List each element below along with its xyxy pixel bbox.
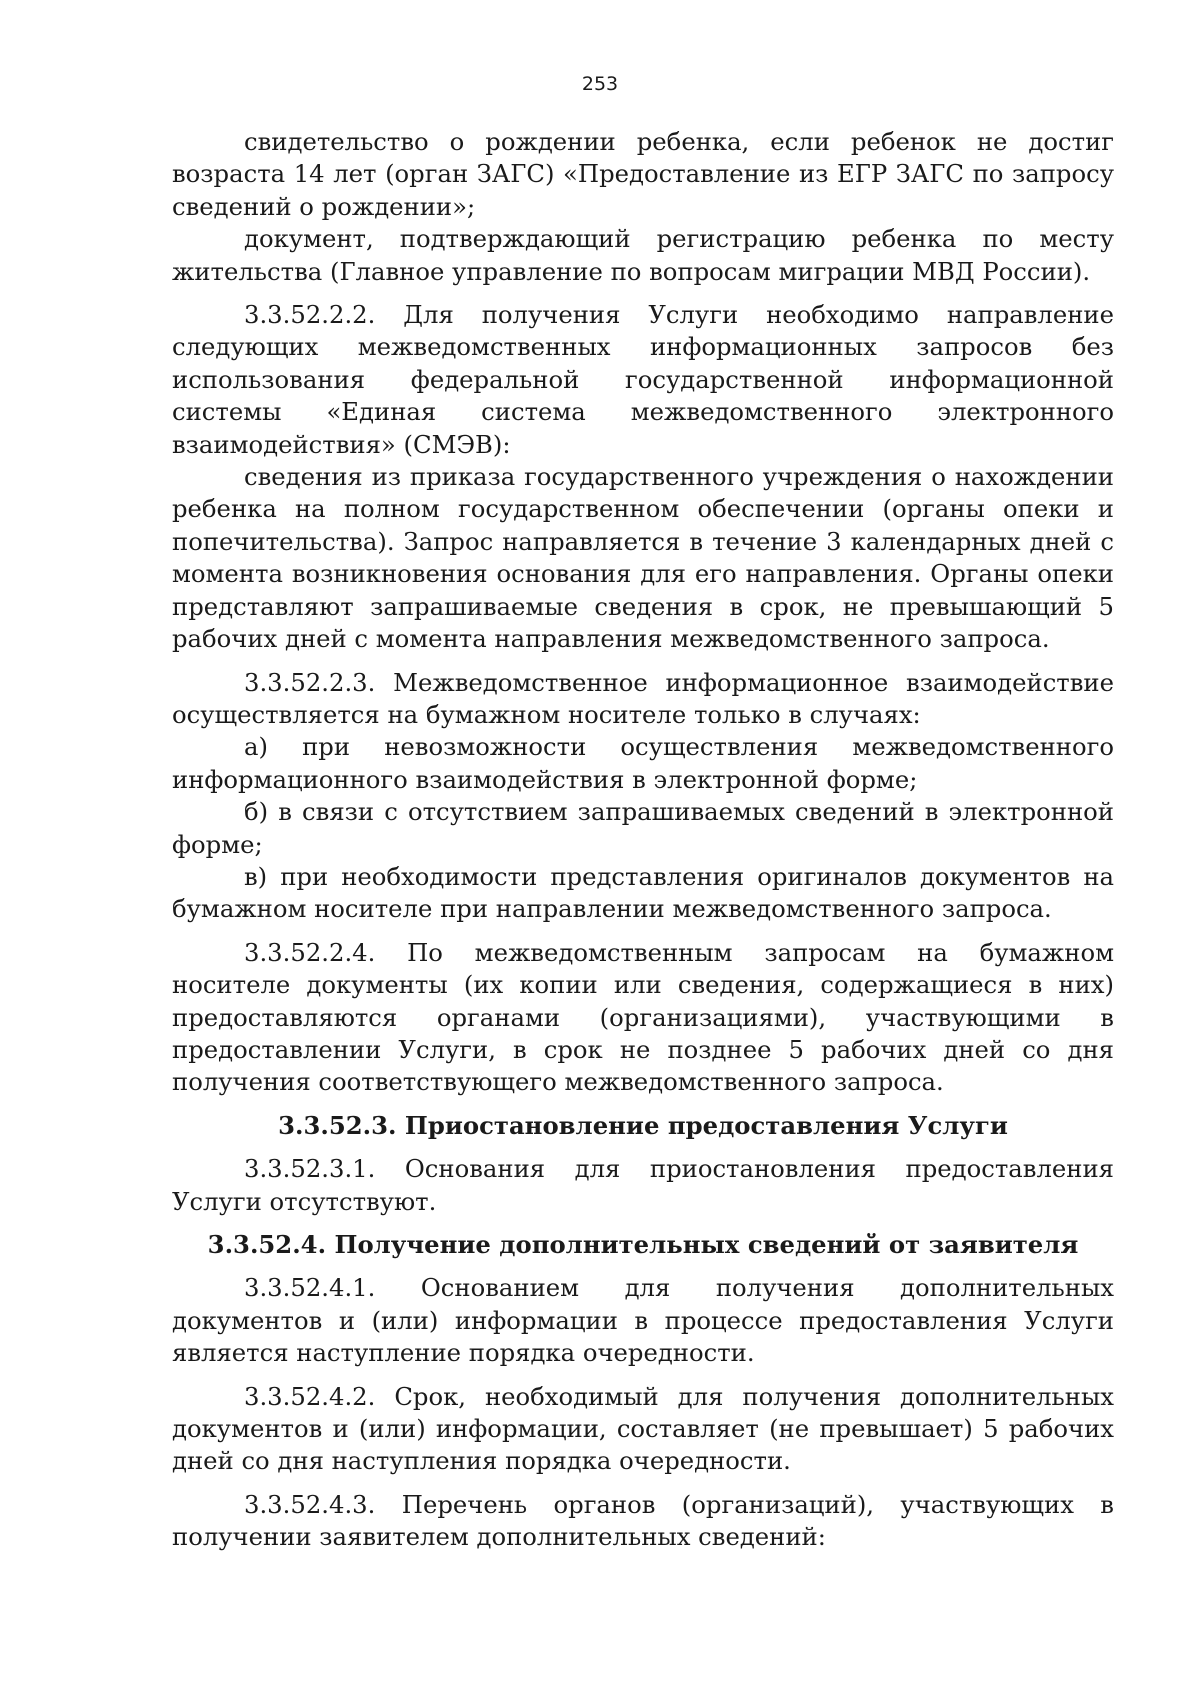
document-body bbox=[172, 126, 1114, 1554]
paragraph-birth-certificate: свидетельство о рождении ребенка, если ребенок не достиг возраста 14 лет (орган ЗАГС) «Предоставление из ЕГР ЗАГС по запросу сведений о рождении»; bbox=[172, 127, 1114, 221]
paragraph-3-3-52-4-2: 3.3.52.4.2. Срок, необходимый для получения дополнительных документов и (или) информации, составляет (не превышает) 5 рабочих дней со дня наступления порядка очередности. bbox=[172, 1381, 1114, 1476]
section-heading-suspension: 3.3.52.3. Приостановление предоставления Услуги bbox=[278, 1110, 1008, 1140]
paragraph-3-3-52-2-4: 3.3.52.2.4. По межведомственным запросам на бумажном носителе документы (их копии или сведения, содержащиеся в них) предоставляются органами (организациями), участвующими в предоставлении Услуги, в срок не позднее 5 рабочих дней со дня получения соответствующего межведомственного запроса. bbox=[172, 937, 1114, 1097]
paragraph-3-3-52-2-3: 3.3.52.2.3. Межведомственное информационное взаимодействие осуществляется на бумажном носителе только в случаях: bbox=[172, 667, 1114, 729]
list-item-a: а) при невозможности осуществления межведомственного информационного взаимодействия в электронной форме; bbox=[172, 732, 1114, 794]
paragraph-3-3-52-4-3: 3.3.52.4.3. Перечень органов (организаций), участвующих в получении заявителем дополнительных сведений: bbox=[172, 1489, 1114, 1552]
paragraph-3-3-52-3-1: 3.3.52.3.1. Основания для приостановления предоставления Услуги отсутствуют. bbox=[172, 1154, 1114, 1216]
paragraph-3-3-52-2-2: 3.3.52.2.2. Для получения Услуги необходимо направление следующих межведомственных информационных запросов без использования федеральной государственной информационной системы «Единая система межведомственного электронного взаимодействия» (СМЭВ): bbox=[172, 300, 1114, 459]
page-number: 253 bbox=[581, 73, 619, 95]
paragraph-3-3-52-4-1: 3.3.52.4.1. Основанием для получения дополнительных документов и (или) информации в процессе предоставления Услуги является наступление порядка очередности. bbox=[172, 1273, 1114, 1368]
paragraph-custody-order-info: сведения из приказа государственного учреждения о нахождении ребенка на полном государственном обеспечении (органы опеки и попечительства). Запрос направляется в течение 3 календарных дней с момента возникновения основания для его направления. Органы опеки представляют запрашиваемые сведения в срок, не превышающий 5 рабочих дней с момента направления межведомственного запроса. bbox=[172, 462, 1114, 654]
section-heading-additional-info: 3.3.52.4. Получение дополнительных сведений от заявителя bbox=[207, 1230, 1079, 1259]
list-item-b: б) в связи с отсутствием запрашиваемых сведений в электронной форме; bbox=[172, 797, 1114, 859]
paragraph-registration-document: документ, подтверждающий регистрацию ребенка по месту жительства (Главное управление по вопросам миграции МВД России). bbox=[172, 224, 1114, 286]
list-item-c: в) при необходимости представления оригиналов документов на бумажном носителе при направлении межведомственного запроса. bbox=[172, 861, 1114, 924]
